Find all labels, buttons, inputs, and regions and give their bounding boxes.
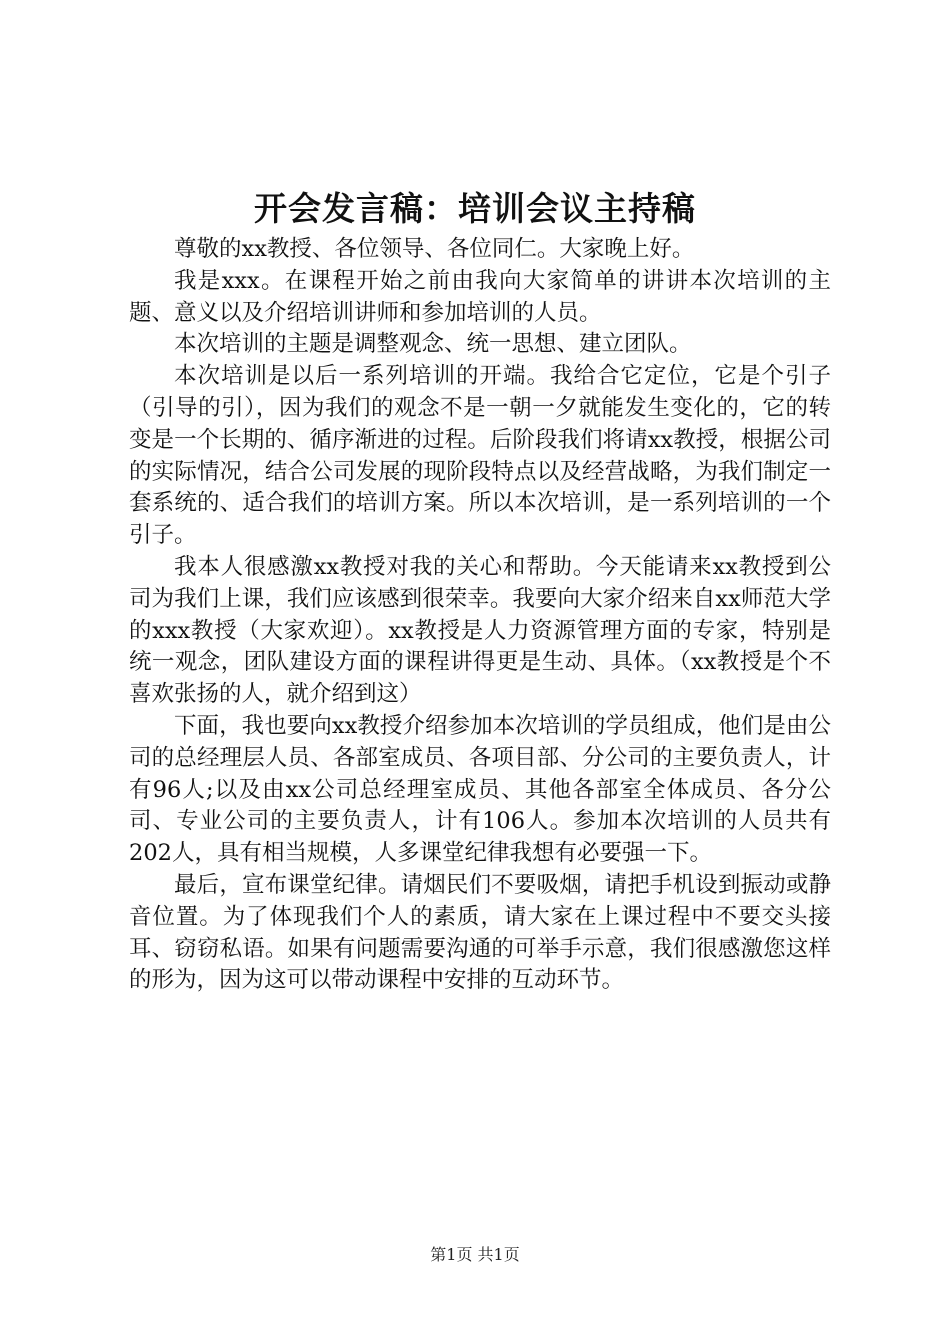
page-number-footer: 第1页 共1页 bbox=[430, 1245, 520, 1264]
paragraph-greeting: 尊敬的xx教授、各位领导、各位同仁。大家晚上好。 bbox=[174, 236, 695, 262]
document-title: 开会发言稿：培训会议主持稿 bbox=[254, 189, 696, 228]
paragraph-positioning: 本次培训是以后一系列培训的开端。我给合它定位，它是个引子（引导的引），因为我们的观念不是一朝一夕就能发生变化的，它的转变是一个长期的、循序渐进的过程。后阶段我们将请xx教授，根据公司的实际情况，结合公司发展的现阶段特点以及经营战略，为我们制定一套系统的、适合我们的培训方案。所以本次培训，是一系列培训的一个引子。 bbox=[129, 363, 831, 549]
paragraph-discipline: 最后，宣布课堂纪律。请烟民们不要吸烟，请把手机设到振动或静音位置。为了体现我们个人的素质，请大家在上课过程中不要交头接耳、窃窃私语。如果有问题需要沟通的可举手示意，我们很感激您这样的形为，因为这可以带动课程中安排的互动环节。 bbox=[129, 871, 831, 994]
paragraph-introduction: 我是xxx。在课程开始之前由我向大家简单的讲讲本次培训的主题、意义以及介绍培训讲师和参加培训的人员。 bbox=[129, 267, 831, 326]
paragraph-theme: 本次培训的主题是调整观念、统一思想、建立团队。 bbox=[174, 331, 692, 358]
document-body bbox=[129, 234, 831, 997]
paragraph-participants: 下面，我也要向xx教授介绍参加本次培训的学员组成，他们是由公司的总经理层人员、各部室成员、各项目部、分公司的主要负责人，计有96人;以及由xx公司总经理室成员、其他各部室全体成员、各分公司、专业公司的主要负责人，计有106人。参加本次培训的人员共有202人，具有相当规模，人多课堂纪律我想有必要强一下。 bbox=[129, 712, 831, 867]
paragraph-speaker-intro: 我本人很感激xx教授对我的关心和帮助。今天能请来xx教授到公司为我们上课，我们应该感到很荣幸。我要向大家介绍来自xx师范大学的xxx教授（大家欢迎）。xx教授是人力资源管理方面的专家，特别是统一观念，团队建设方面的课程讲得更是生动、具体。（xx教授是个不喜欢张扬的人，就介绍到这） bbox=[129, 553, 831, 708]
